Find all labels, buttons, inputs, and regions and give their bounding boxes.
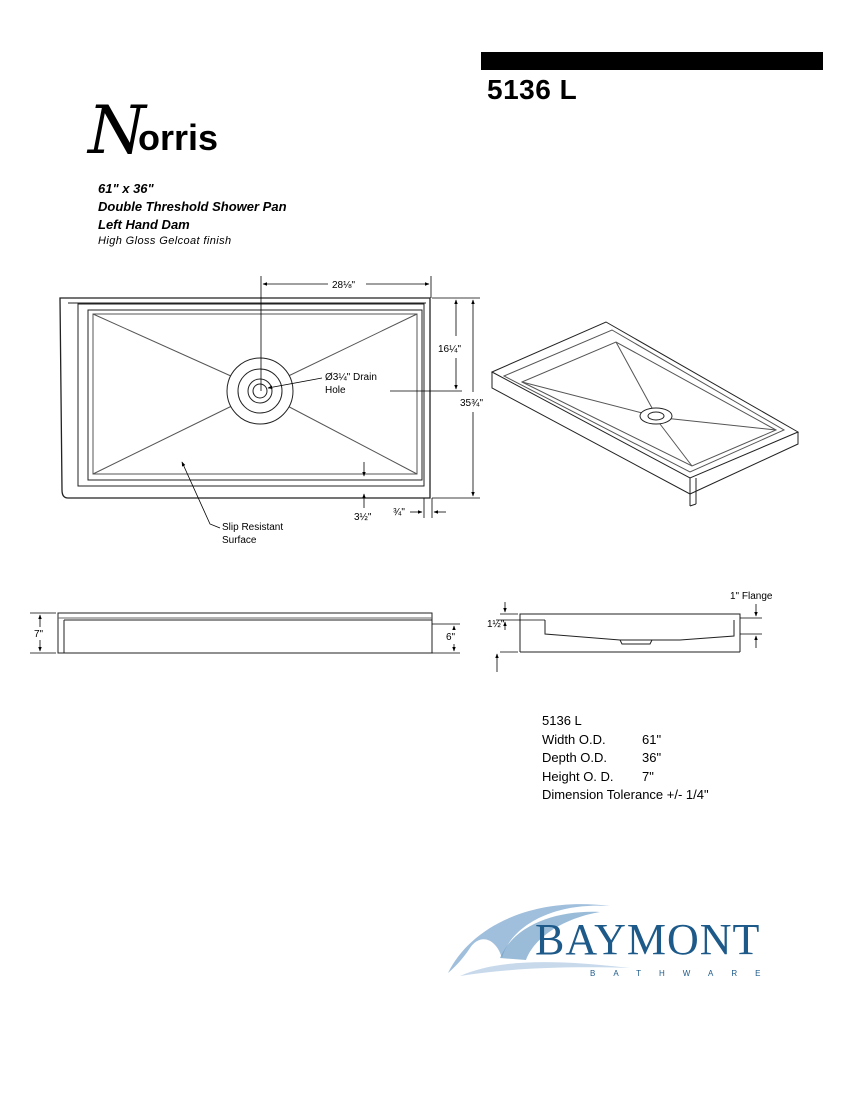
front-view (30, 613, 460, 653)
logo-name: BAYMONT (535, 915, 761, 964)
logo-subtitle: BATHWARE (590, 969, 779, 978)
spec-table (542, 712, 709, 805)
spec-value: 61" (642, 731, 662, 747)
surface-label-2: Surface (222, 535, 257, 546)
spec-row (542, 768, 709, 787)
dim-full-depth: 35¾" (460, 398, 484, 409)
brand-initial: N (88, 92, 146, 169)
dim-top-width: 28⅛" (332, 280, 356, 291)
dim-half-depth: 16¼" (438, 344, 462, 355)
surface-label-1: Slip Resistant (222, 522, 284, 533)
spec-label: Width O.D. (542, 731, 606, 747)
drain-hole-label: Hole (325, 385, 346, 396)
spec-value: 7" (642, 768, 654, 784)
dim-threshold: 3½" (354, 512, 372, 523)
model-number: 5136 L (487, 74, 578, 105)
product-name: Double Threshold Shower Pan (98, 199, 287, 214)
dim-front-height: 7" (34, 629, 44, 640)
dim-dam: ¾" (393, 507, 405, 518)
product-finish: High Gloss Gelcoat finish (98, 235, 232, 247)
side-view (496, 602, 762, 672)
spec-label: Depth O.D. (542, 750, 608, 765)
spec-label: Height O. D. (542, 768, 614, 784)
spec-model: 5136 L (542, 713, 582, 728)
isometric-view (492, 322, 798, 506)
spec-tolerance: Dimension Tolerance +/- 1/4" (542, 787, 709, 802)
drain-label: Ø3¼" Drain (325, 372, 377, 383)
spec-value: 36" (642, 750, 662, 765)
spec-row (542, 731, 709, 750)
product-size: 61" x 36" (98, 181, 154, 196)
spec-row (542, 749, 709, 768)
dim-side-step: 1½" (487, 619, 505, 630)
baymont-logo (440, 888, 800, 993)
product-dam: Left Hand Dam (98, 217, 190, 232)
flange-label: 1" Flange (730, 591, 773, 602)
plan-view (60, 276, 480, 528)
brand-name: orris (138, 117, 219, 158)
dim-front-inner: 6" (446, 632, 456, 643)
